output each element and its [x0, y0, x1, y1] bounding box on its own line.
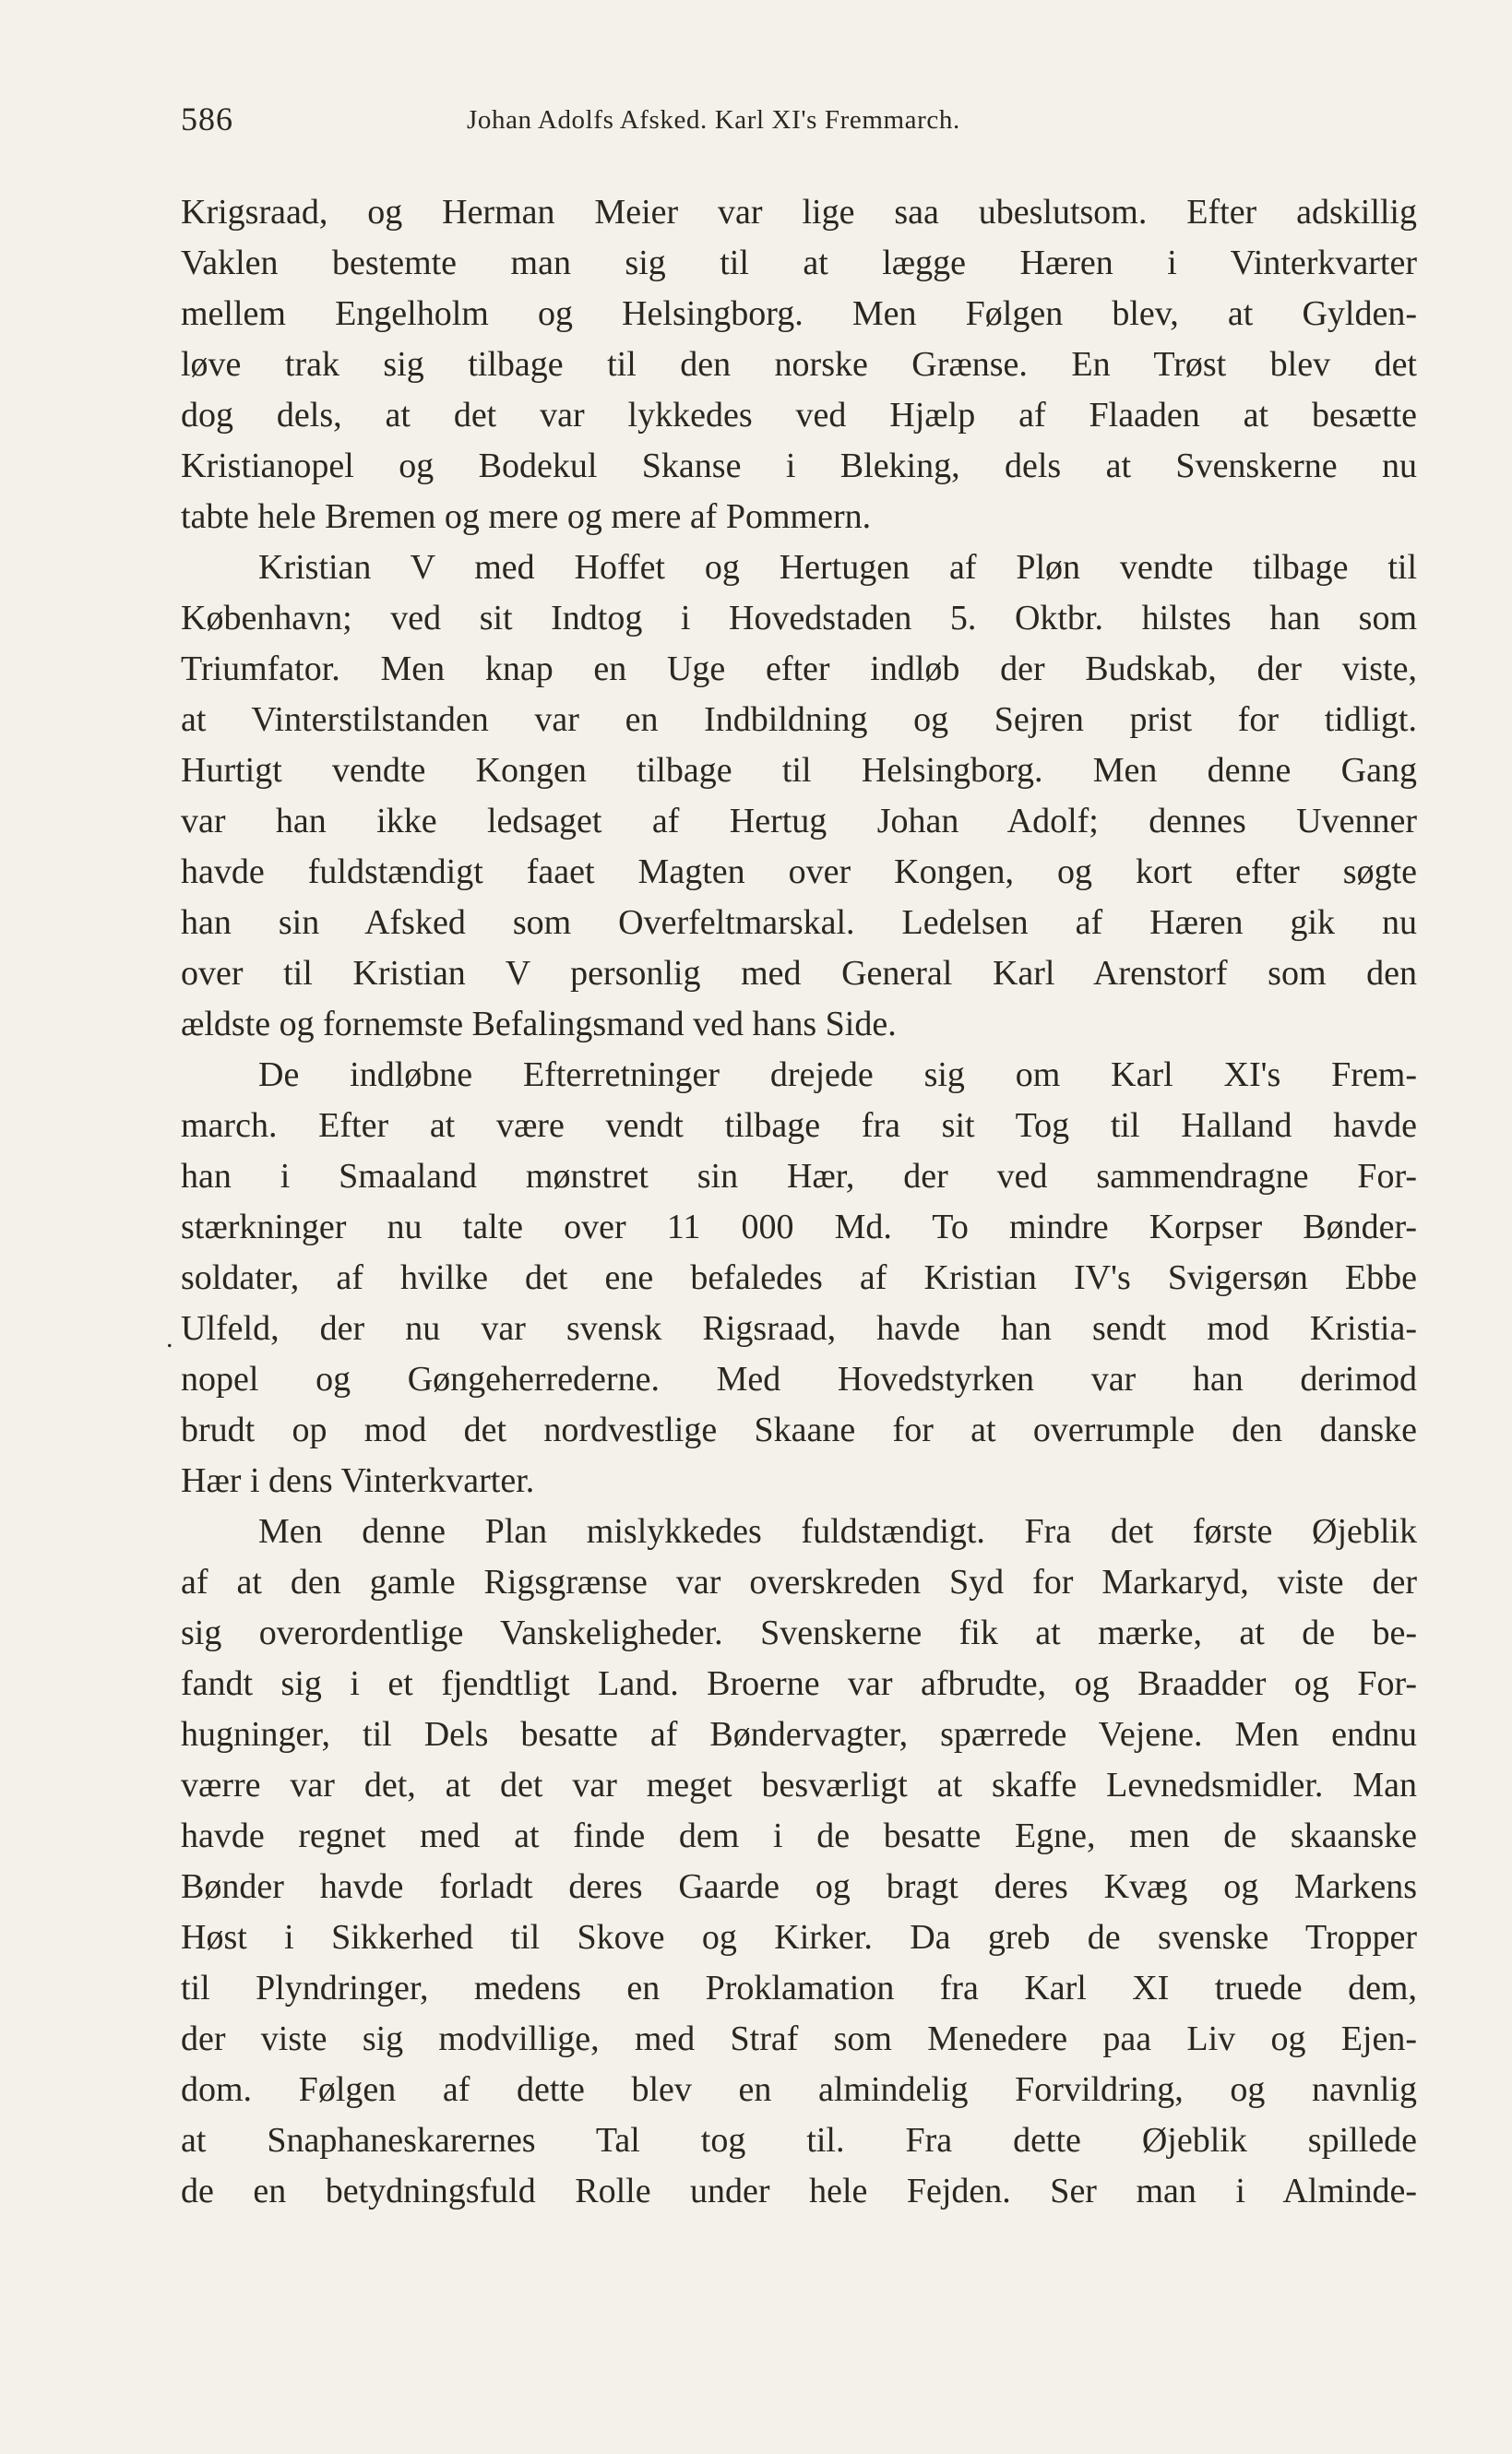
text-line: De indløbne Efterretninger drejede sig om Karl XI's Frem-: [258, 1055, 1417, 1094]
text-line: Bønder havde forladt deres Gaarde og bragt deres Kvæg og Markens: [181, 1867, 1417, 1906]
text-line: dom. Følgen af dette blev en almindelig Forvildring, og navnlig: [181, 2070, 1417, 2109]
text-line: havde regnet med at finde dem i de besatte Egne, men de skaanske: [181, 1817, 1417, 1855]
text-line: Krigsraad, og Herman Meier var lige saa ubeslutsom. Efter adskillig: [181, 193, 1417, 232]
text-line: at Snaphaneskarernes Tal tog til. Fra dette Øjeblik spillede: [181, 2121, 1417, 2160]
text-line: Vaklen bestemte man sig til at lægge Hæren i Vinterkvarter: [181, 244, 1417, 282]
text-line: dog dels, at det var lykkedes ved Hjælp af Flaaden at besætte: [181, 396, 1417, 435]
text-line: mellem Engelholm og Helsingborg. Men Følgen blev, at Gylden-: [181, 294, 1417, 333]
text-line: Kristianopel og Bodekul Skanse i Bleking, dels at Svenskerne nu: [181, 447, 1417, 485]
text-line: at Vinterstilstanden var en Indbildning og Sejren prist for tidligt.: [181, 700, 1417, 739]
text-line: de en betydningsfuld Rolle under hele Fejden. Ser man i Alminde-: [181, 2172, 1417, 2210]
text-line: var han ikke ledsaget af Hertug Johan Adolf; dennes Uvenner: [181, 802, 1417, 840]
margin-mark: .: [166, 1323, 173, 1353]
text-line: tabte hele Bremen og mere og mere af Pommern.: [181, 497, 872, 536]
text-line: Hær i dens Vinterkvarter.: [181, 1461, 535, 1500]
text-line: Triumfator. Men knap en Uge efter indløb der Budskab, der viste,: [181, 649, 1417, 688]
running-title: Johan Adolfs Afsked. Karl XI's Fremmarch.: [467, 105, 960, 135]
text-line: soldater, af hvilke det ene befaledes af Kristian IV's Svigersøn Ebbe: [181, 1258, 1417, 1297]
text-line: over til Kristian V personlig med General Karl Arenstorf som den: [181, 954, 1417, 993]
page-number: 586: [181, 101, 233, 137]
text-line: værre var det, at det var meget besværligt at skaffe Levnedsmidler. Man: [181, 1766, 1417, 1805]
text-line: Ulfeld, der nu var svensk Rigsraad, havde han sendt mod Kristia-: [181, 1309, 1417, 1348]
text-line: fandt sig i et fjendtligt Land. Broerne var afbrudte, og Braadder og For-: [181, 1664, 1417, 1703]
text-line: stærkninger nu talte over 11 000 Md. To mindre Korpser Bønder-: [181, 1208, 1417, 1246]
text-line: ældste og fornemste Befalingsmand ved hans Side.: [181, 1005, 897, 1043]
text-line: der viste sig modvillige, med Straf som Menedere paa Liv og Ejen-: [181, 2019, 1417, 2058]
text-line: march. Efter at være vendt tilbage fra sit Tog til Halland havde: [181, 1106, 1417, 1145]
text-line: København; ved sit Indtog i Hovedstaden 5. Oktbr. hilstes han som: [181, 599, 1417, 637]
text-line: løve trak sig tilbage til den norske Grænse. En Trøst blev det: [181, 345, 1417, 384]
text-line: Hurtigt vendte Kongen tilbage til Helsingborg. Men denne Gang: [181, 751, 1417, 790]
text-line: nopel og Gøngeherrederne. Med Hovedstyrken var han derimod: [181, 1360, 1417, 1399]
text-line: til Plyndringer, medens en Proklamation fra Karl XI truede dem,: [181, 1969, 1417, 2007]
text-line: brudt op mod det nordvestlige Skaane for at overrumple den danske: [181, 1411, 1417, 1449]
text-line: Men denne Plan mislykkedes fuldstændigt. Fra det første Øjeblik: [258, 1512, 1417, 1551]
text-line: han i Smaaland mønstret sin Hær, der ved sammendragne For-: [181, 1157, 1417, 1196]
running-head: [181, 100, 1417, 146]
text-line: Høst i Sikkerhed til Skove og Kirker. Da greb de svenske Tropper: [181, 1918, 1417, 1957]
text-line: hugninger, til Dels besatte af Bøndervagter, spærrede Vejene. Men endnu: [181, 1715, 1417, 1754]
text-line: Kristian V med Hoffet og Hertugen af Pløn vendte tilbage til: [258, 548, 1417, 587]
text-line: han sin Afsked som Overfeltmarskal. Ledelsen af Hæren gik nu: [181, 903, 1417, 942]
text-line: havde fuldstændigt faaet Magten over Kongen, og kort efter søgte: [181, 852, 1417, 891]
text-line: af at den gamle Rigsgrænse var overskreden Syd for Markaryd, viste der: [181, 1563, 1417, 1602]
text-line: sig overordentlige Vanskeligheder. Svenskerne fik at mærke, at de be-: [181, 1614, 1417, 1652]
body-text: [181, 187, 1417, 2217]
